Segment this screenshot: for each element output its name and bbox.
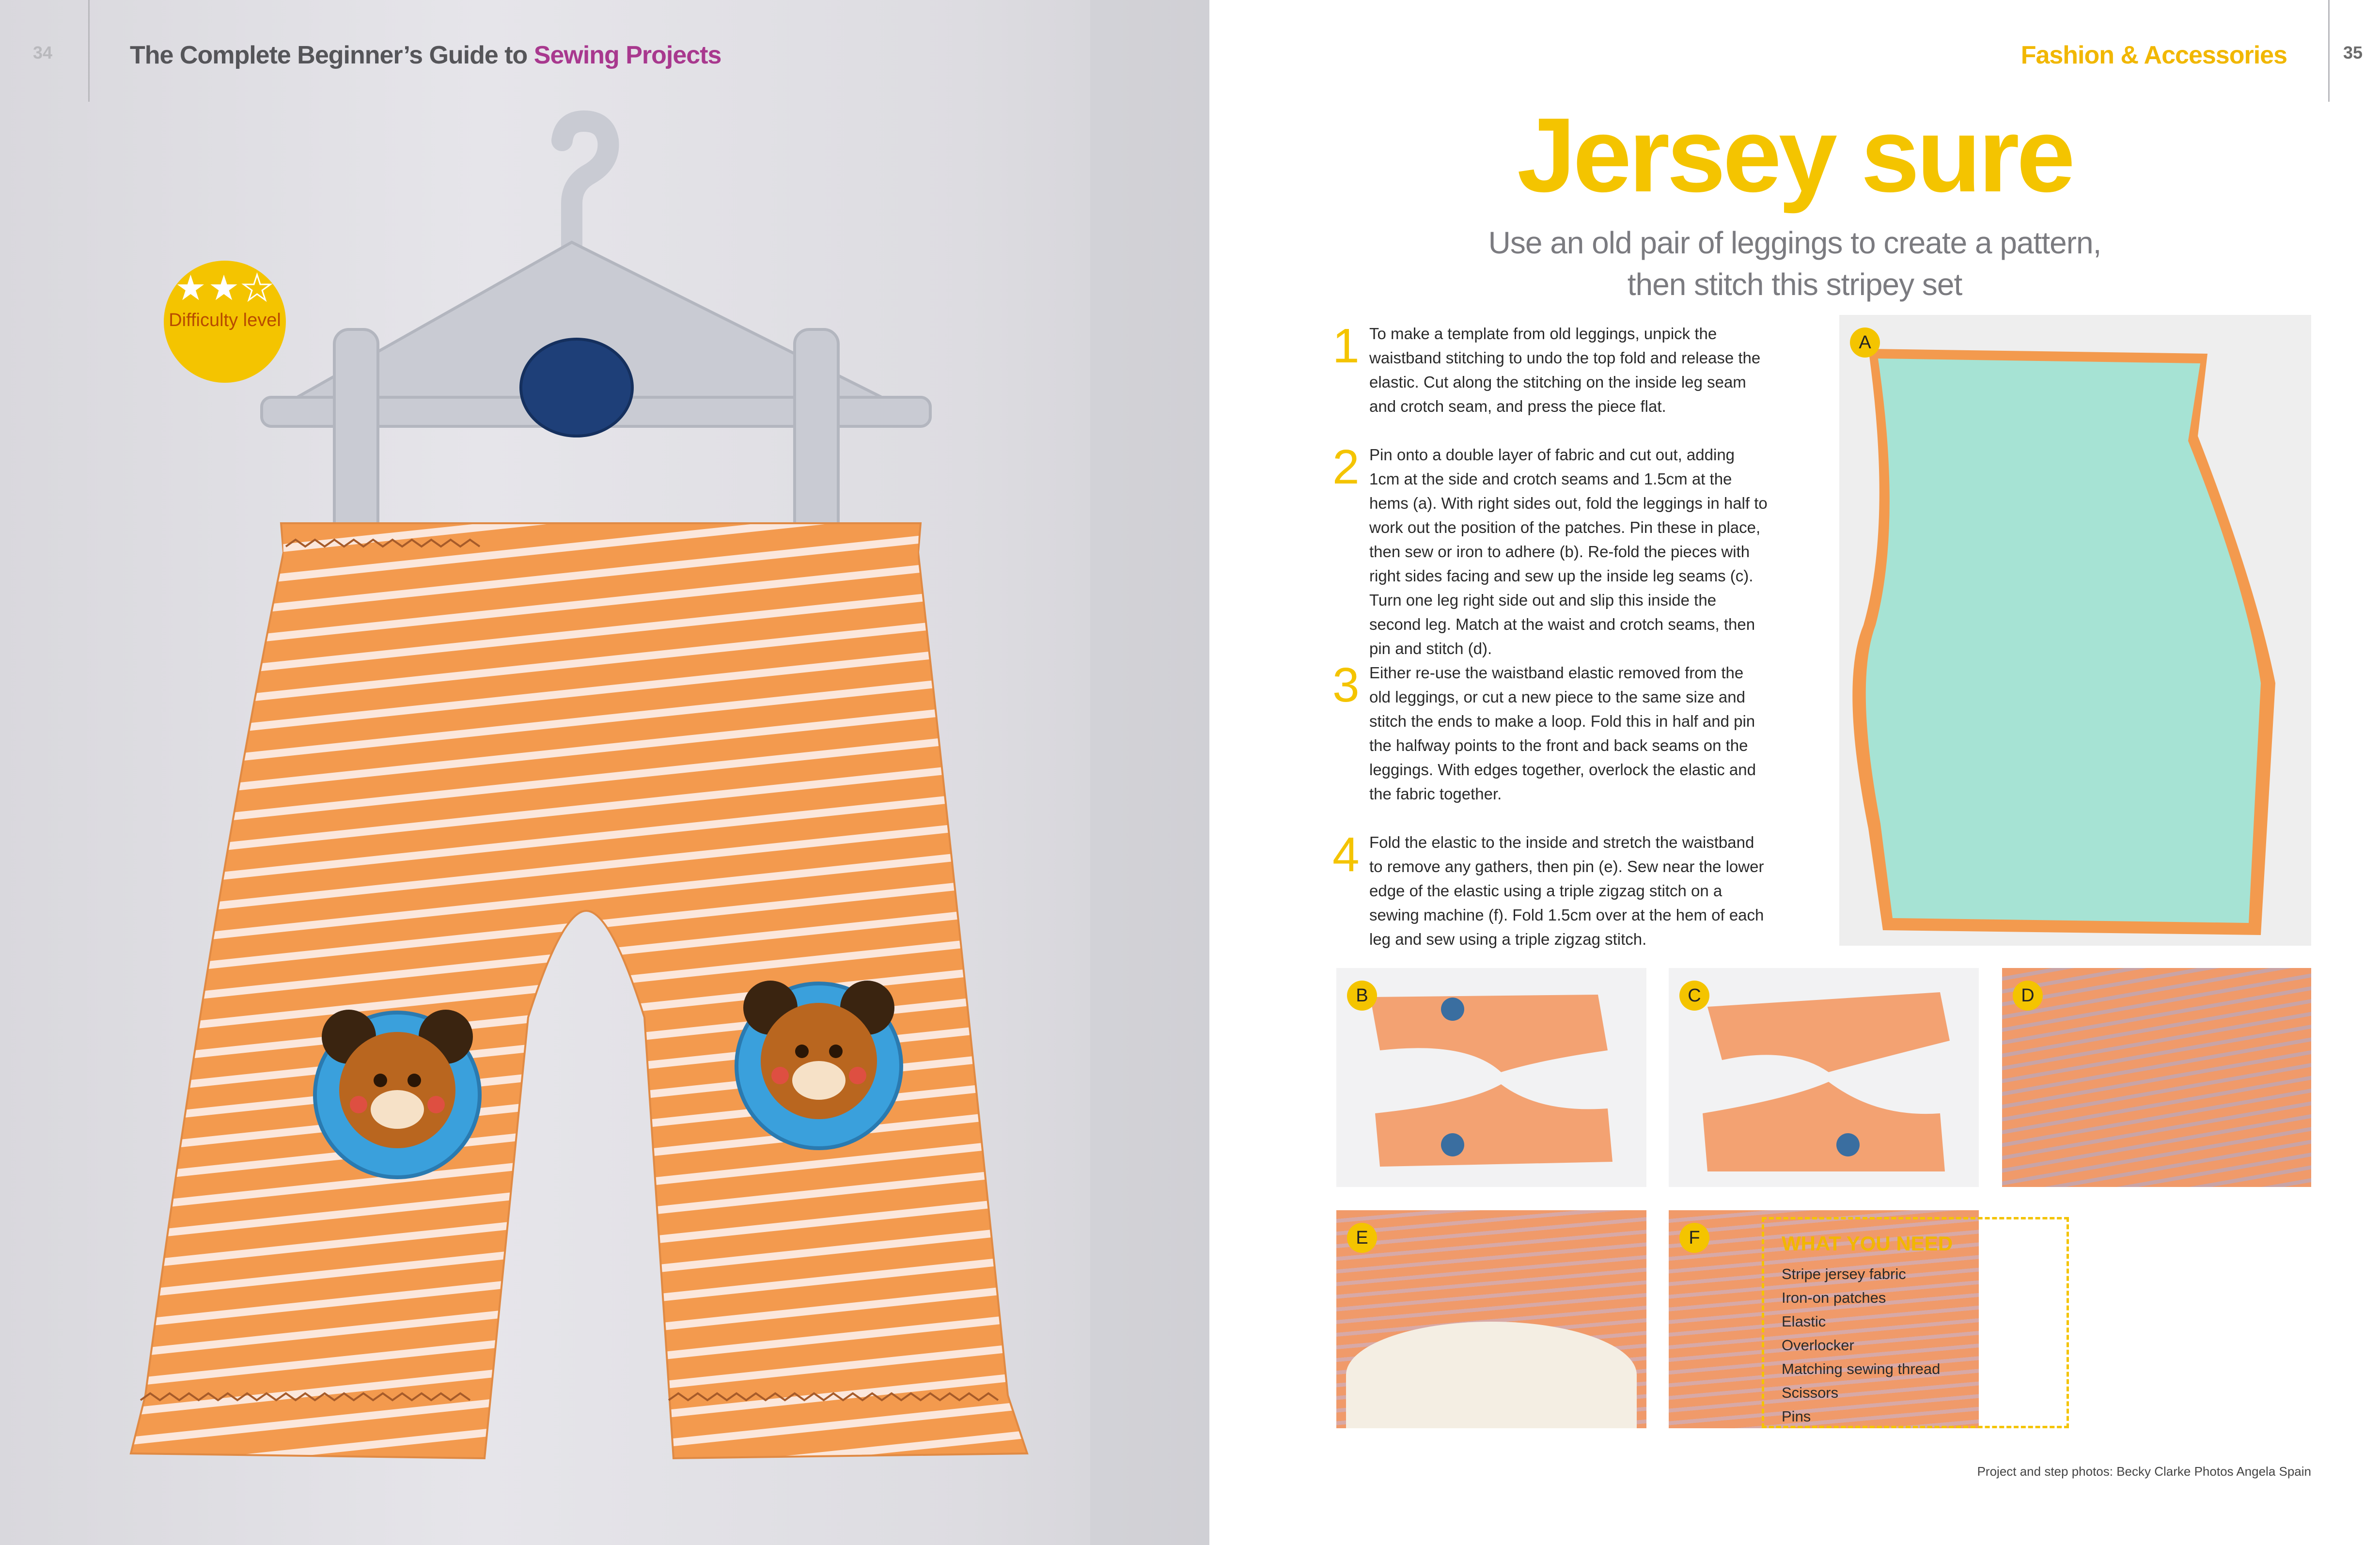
leggings [131, 523, 1027, 1458]
subtitle-line: then stitch this stripey set [1627, 267, 1962, 302]
step-text: Fold the elastic to the inside and stretch the waistband to remove any gathers, then pin (e). Sew near the lower edge of the elastic using a triple zigzag stitch on a sewing machine (f). Fold 1.5cm over at the hem of each leg and sew using a triple zigzag stitch. [1369, 833, 1764, 948]
photo-label: E [1347, 1223, 1377, 1253]
photo-label: B [1347, 981, 1377, 1011]
step-text: Either re-use the waistband elastic removed from the old leggings, or cut a new piece to the same size and stitch the ends to make a loop. Fold this in half and pin the halfway points to the front and back seams on the leggings. With edges together, overlock the elastic and the fabric together. [1369, 664, 1756, 803]
running-head-accent: Sewing Projects [533, 41, 721, 69]
hanger [262, 121, 930, 557]
running-head-prefix: The Complete Beginner’s Guide to [130, 41, 534, 69]
step-text: Pin onto a double layer of fabric and cut out, adding 1cm at the side and crotch seams and 1.5cm at the hems (a). With right sides out, fold the leggings in half to work out the position of the patches. Pin these in place, then sew or iron to adhere (b). Re-fold the pieces with right sides facing and sew up the inside leg seams (c). Turn one leg right side out and slip this inside the second leg. Match at the waist and crotch seams, then pin and stitch (d). [1369, 446, 1768, 657]
what-you-need-box [1762, 1217, 2069, 1428]
page-number-left: 34 [33, 43, 53, 62]
bear-patch-icon [736, 981, 901, 1148]
list-item: Iron-on patches [1782, 1289, 1886, 1306]
fabric-pieces-photo [1336, 968, 1646, 1187]
list-item: Stripe jersey fabric [1782, 1265, 1906, 1282]
photo-label: D [2013, 981, 2043, 1011]
fabric-pieces-photo [1669, 968, 1979, 1187]
list-item: Matching sewing thread [1782, 1360, 1941, 1377]
photo-label: F [1679, 1223, 1709, 1253]
what-you-need-title: WHAT YOU NEED [1782, 1232, 1953, 1255]
photo-a [1839, 315, 2311, 946]
photo-c [1669, 968, 1979, 1187]
photo-label: C [1679, 981, 1709, 1011]
photo-b [1336, 968, 1646, 1187]
star-outline-icon: ★ [241, 269, 275, 308]
photo-label: A [1850, 328, 1880, 358]
photo-d [2002, 968, 2311, 1187]
elastic-band [1346, 1322, 1637, 1428]
pattern-piece-photo [1839, 315, 2311, 946]
step-number: 3 [1332, 658, 1360, 712]
step-number: 4 [1332, 827, 1360, 882]
list-item: Scissors [1782, 1384, 1839, 1401]
subtitle-line: Use an old pair of leggings to create a pattern, [1488, 225, 2101, 260]
list-item: Elastic [1782, 1313, 1826, 1330]
step-text: To make a template from old leggings, unpick the waistband stitching to undo the top fold and release the elastic. Cut along the stitching on the inside leg seam and crotch seam, and press the piece flat. [1369, 325, 1761, 415]
step-3 [1332, 658, 1769, 806]
section-heading: Fashion & Accessories [2020, 41, 2287, 69]
bear-patch-icon [315, 1010, 480, 1177]
star-icon: ★ [208, 269, 242, 308]
list-item: Pins [1782, 1408, 1811, 1425]
photo-credit: Project and step photos: Becky Clarke Photos Angela Spain [1977, 1464, 2311, 1479]
step-number: 2 [1332, 440, 1360, 494]
article-title: Jersey sure [1517, 96, 2073, 214]
article-subtitle [1209, 222, 2380, 305]
right-page [1209, 0, 2380, 1545]
step-1 [1332, 319, 1769, 419]
difficulty-label: Difficulty level [169, 310, 281, 330]
photo-e [1336, 1210, 1646, 1428]
star-icon: ★ [175, 269, 208, 308]
step-2 [1332, 440, 1769, 661]
step-number: 1 [1332, 319, 1360, 373]
step-4 [1332, 827, 1769, 952]
header-rule-right [2328, 0, 2330, 102]
page-number-right: 35 [2343, 43, 2363, 62]
list-item: Overlocker [1782, 1337, 1854, 1354]
